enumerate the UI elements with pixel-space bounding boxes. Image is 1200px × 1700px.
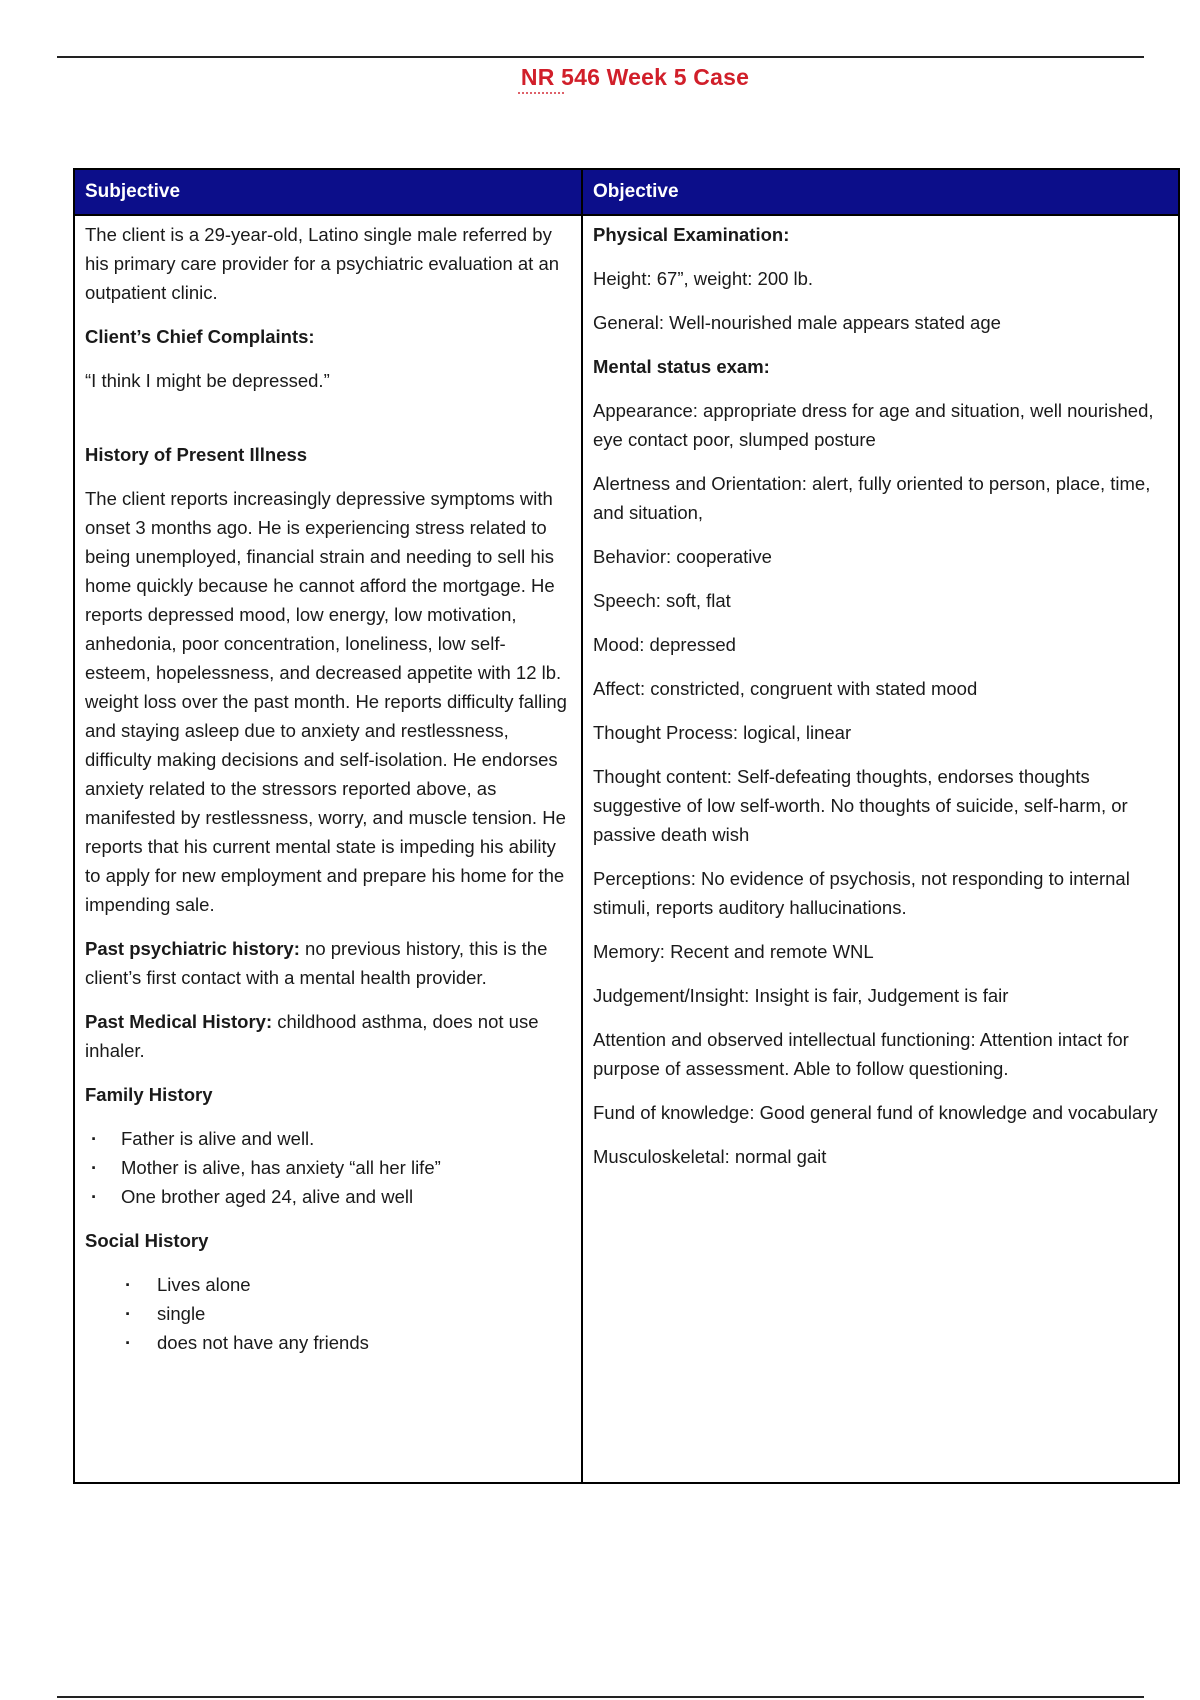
social-history-list	[85, 1270, 571, 1357]
mse-fund-of-knowledge: Fund of knowledge: Good general fund of knowledge and vocabulary	[593, 1102, 1158, 1123]
medical-history	[85, 1007, 571, 1065]
mse-appearance: Appearance: appropriate dress for age and situation, well nourished, eye contact poor, slumped posture	[593, 400, 1154, 450]
mse-alertness: Alertness and Orientation: alert, fully oriented to person, place, time, and situation,	[593, 473, 1151, 523]
mse-attention: Attention and observed intellectual functioning: Attention intact for purpose of assessment. Able to follow questioning.	[593, 1029, 1129, 1079]
physical-exam-heading: Physical Examination:	[593, 224, 790, 245]
medical-history-label: Past Medical History:	[85, 1011, 273, 1032]
title-underline-artifact	[518, 92, 564, 98]
objective-cell	[582, 215, 1179, 1483]
social-history-heading: Social History	[85, 1230, 209, 1251]
list-item: · One brother aged 24, alive and well	[85, 1182, 571, 1211]
top-rule	[57, 56, 1144, 58]
height-weight: Height: 67”, weight: 200 lb.	[593, 268, 814, 289]
family-history-list	[85, 1124, 571, 1211]
hpi-text: The client reports increasingly depressive symptoms with onset 3 months ago. He is experiencing stress related to being unemployed, financial strain and needing to sell his home quickly because he cannot afford the mortgage. He reports depressed mood, low energy, low motivation, anhedonia, poor concentration, loneliness, low self-esteem, hopelessness, and decreased appetite with 12 lb. weight loss over the past month. He reports difficulty falling and staying asleep due to anxiety and restlessness, difficulty making decisions and self-isolation. He endorses anxiety related to the stressors reported above, as manifested by restlessness, worry, and muscle tension. He reports that his current mental state is impeding his ability to apply for new employment and prepare his home for the impending sale.	[85, 488, 567, 915]
psych-history-text: no previous history, this is the client’s first contact with a mental health provider.	[85, 938, 548, 988]
medical-history-text: childhood asthma, does not use inhaler.	[85, 1011, 539, 1061]
chief-complaint-quote: “I think I might be depressed.”	[85, 370, 330, 391]
hpi-heading: History of Present Illness	[85, 444, 308, 465]
mse-memory: Memory: Recent and remote WNL	[593, 941, 874, 962]
mse-perceptions: Perceptions: No evidence of psychosis, not responding to internal stimuli, reports auditory hallucinations.	[593, 868, 1130, 918]
list-item: · Mother is alive, has anxiety “all her life”	[85, 1153, 571, 1182]
mse-speech: Speech: soft, flat	[593, 590, 731, 611]
mse-mood: Mood: depressed	[593, 634, 736, 655]
mse-behavior: Behavior: cooperative	[593, 546, 772, 567]
list-item: · Lives alone	[85, 1270, 571, 1299]
bottom-rule	[57, 1696, 1144, 1698]
mse-heading: Mental status exam:	[593, 356, 770, 377]
subjective-header: Subjective	[74, 169, 582, 215]
chief-complaints-heading: Client’s Chief Complaints:	[85, 326, 315, 347]
mse-thought-process: Thought Process: logical, linear	[593, 722, 852, 743]
mse-judgement: Judgement/Insight: Insight is fair, Judgement is fair	[593, 985, 1009, 1006]
objective-header: Objective	[582, 169, 1179, 215]
document-title: NR 546 Week 5 Case	[520, 64, 750, 90]
psych-history	[85, 934, 571, 992]
list-item: · single	[85, 1299, 571, 1328]
soap-table	[73, 168, 1180, 1484]
musculoskeletal: Musculoskeletal: normal gait	[593, 1146, 827, 1167]
mse-thought-content: Thought content: Self-defeating thoughts, endorses thoughts suggestive of low self-worth. No thoughts of suicide, self-harm, or passive death wish	[593, 766, 1128, 845]
list-item: · does not have any friends	[85, 1328, 571, 1357]
client-intro: The client is a 29-year-old, Latino single male referred by his primary care provider for a psychiatric evaluation at an outpatient clinic.	[85, 224, 560, 303]
general-exam: General: Well-nourished male appears stated age	[593, 312, 1001, 333]
family-history-heading: Family History	[85, 1084, 213, 1105]
mse-affect: Affect: constricted, congruent with stated mood	[593, 678, 978, 699]
list-item: · Father is alive and well.	[85, 1124, 571, 1153]
psych-history-label: Past psychiatric history:	[85, 938, 300, 959]
subjective-cell	[74, 215, 582, 1483]
